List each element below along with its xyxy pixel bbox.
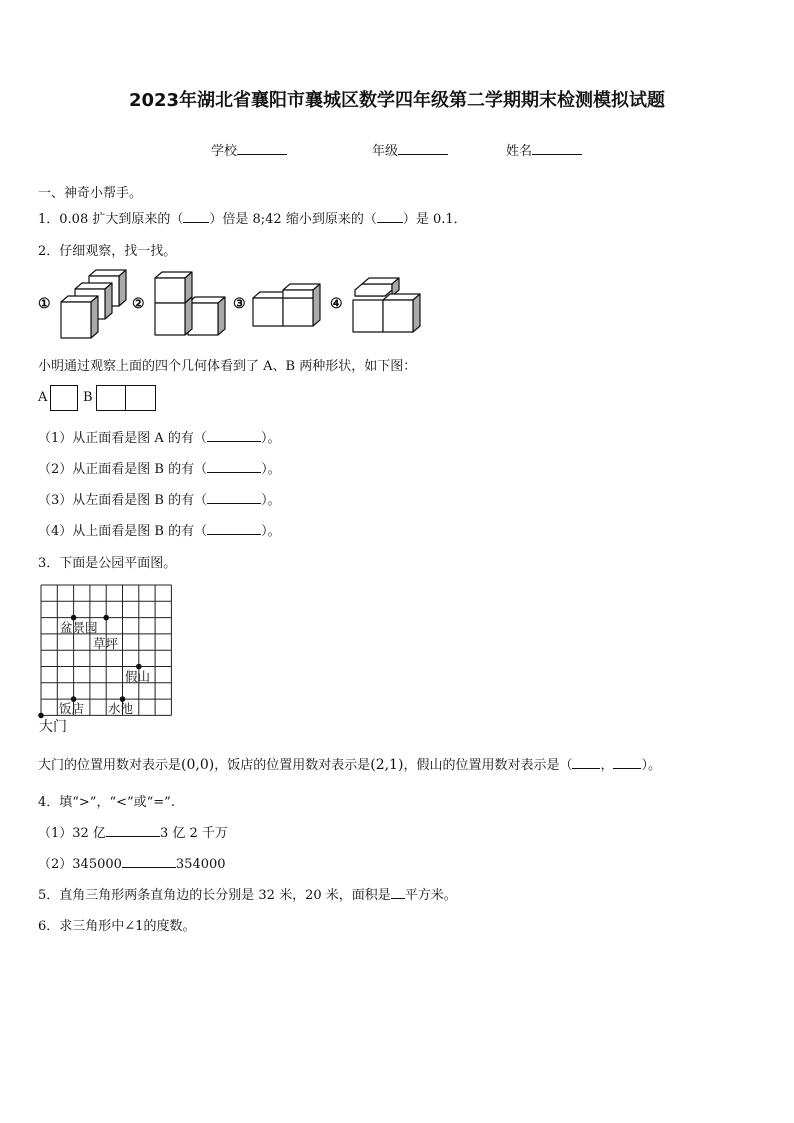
name-field bbox=[506, 140, 582, 159]
school-field bbox=[211, 140, 287, 159]
q4-sub2-blank[interactable] bbox=[122, 855, 176, 868]
place-damen: 大门 bbox=[39, 719, 67, 735]
q2-sub2-blank[interactable] bbox=[207, 460, 261, 473]
page-title: 2023年湖北省襄阳市襄城区数学四年级第二学期期末检测模拟试题 bbox=[128, 90, 666, 111]
shape-a-square bbox=[50, 385, 78, 411]
figure-marker-4: ④ bbox=[330, 296, 343, 312]
q4-sub1-blank[interactable] bbox=[106, 824, 160, 837]
shape-b-label: B bbox=[83, 390, 93, 405]
name-label: 姓名 bbox=[506, 144, 533, 159]
grade-label: 年级 bbox=[372, 144, 399, 159]
coord-damen: (0,0) bbox=[181, 757, 215, 773]
section-heading: 一、神奇小帮手。 bbox=[38, 186, 143, 201]
q5-blank[interactable] bbox=[391, 886, 405, 899]
figure-marker-2: ② bbox=[132, 296, 145, 312]
place-shuichi: 水池 bbox=[108, 701, 134, 716]
grade-blank[interactable] bbox=[398, 142, 448, 155]
figure-4-cubes bbox=[353, 278, 420, 332]
question-1: 1．0.08 扩大到原来的（ ）倍是 8;42 缩小到原来的（ ）是 0.1． bbox=[38, 212, 467, 227]
question-2-stem: 2．仔细观察，找一找。 bbox=[38, 244, 177, 259]
place-fandian: 饭店 bbox=[59, 701, 85, 716]
place-penjingyuan: 盆景园 bbox=[60, 620, 98, 635]
question-4-stem: 4．填“>”，“<”或“=”. bbox=[38, 795, 175, 810]
question-5: 5．直角三角形两条直角边的长分别是 32 米，20 米，面积是 平方米。 bbox=[38, 888, 457, 903]
place-jiashan: 假山 bbox=[125, 669, 151, 684]
school-label: 学校 bbox=[211, 144, 238, 159]
question-6: 6．求三角形中∠1的度数。 bbox=[38, 919, 196, 934]
q3-blank-x[interactable] bbox=[572, 756, 600, 769]
place-caoping: 草坪 bbox=[93, 636, 119, 651]
grade-field bbox=[372, 140, 448, 159]
park-map bbox=[30, 580, 180, 735]
dot-damen bbox=[38, 713, 44, 719]
q2-sub4-blank[interactable] bbox=[207, 522, 261, 535]
question-4-sub-1: （1）32 亿 3 亿 2 千万 bbox=[38, 826, 228, 841]
question-2-sub-2: （2）从正面看是图 B 的有（ ）。 bbox=[38, 462, 281, 477]
q2-sub1-blank[interactable] bbox=[207, 429, 261, 442]
cube-figures bbox=[0, 262, 440, 344]
shape-b-square-2 bbox=[125, 385, 156, 411]
angle-symbol: ∠1 bbox=[124, 919, 144, 934]
dot-caoping bbox=[103, 615, 109, 621]
name-blank[interactable] bbox=[532, 142, 582, 155]
question-2-sub-4: （4）从上面看是图 B 的有（ ）。 bbox=[38, 524, 281, 539]
question-3-text: 大门的位置用数对表示是(0,0)，饭店的位置用数对表示是(2,1)，假山的位置用数对表示是（ ， ）。 bbox=[38, 757, 661, 773]
figure-marker-1: ① bbox=[38, 296, 51, 312]
coord-fandian: (2,1) bbox=[370, 757, 404, 773]
question-2-sub-3: （3）从左面看是图 B 的有（ ）。 bbox=[38, 493, 281, 508]
question-4-sub-2: （2）345000 354000 bbox=[38, 857, 226, 872]
figure-2-cubes bbox=[155, 272, 225, 335]
q1-blank-1[interactable] bbox=[183, 210, 209, 223]
school-blank[interactable] bbox=[237, 142, 287, 155]
question-2-desc: 小明通过观察上面的四个几何体看到了 A、B 两种形状，如下图： bbox=[38, 359, 417, 374]
shape-a-label: A bbox=[38, 390, 48, 405]
figure-1-cubes bbox=[61, 270, 126, 338]
q1-blank-2[interactable] bbox=[377, 210, 403, 223]
question-2-sub-1: （1）从正面看是图 A 的有（ ）。 bbox=[38, 431, 281, 446]
q2-sub3-blank[interactable] bbox=[207, 491, 261, 504]
q3-blank-y[interactable] bbox=[613, 756, 641, 769]
figure-marker-3: ③ bbox=[233, 296, 246, 312]
figure-3-cubes bbox=[253, 284, 320, 326]
question-3-stem: 3．下面是公园平面图。 bbox=[38, 556, 177, 571]
shape-b-square-1 bbox=[96, 385, 126, 411]
